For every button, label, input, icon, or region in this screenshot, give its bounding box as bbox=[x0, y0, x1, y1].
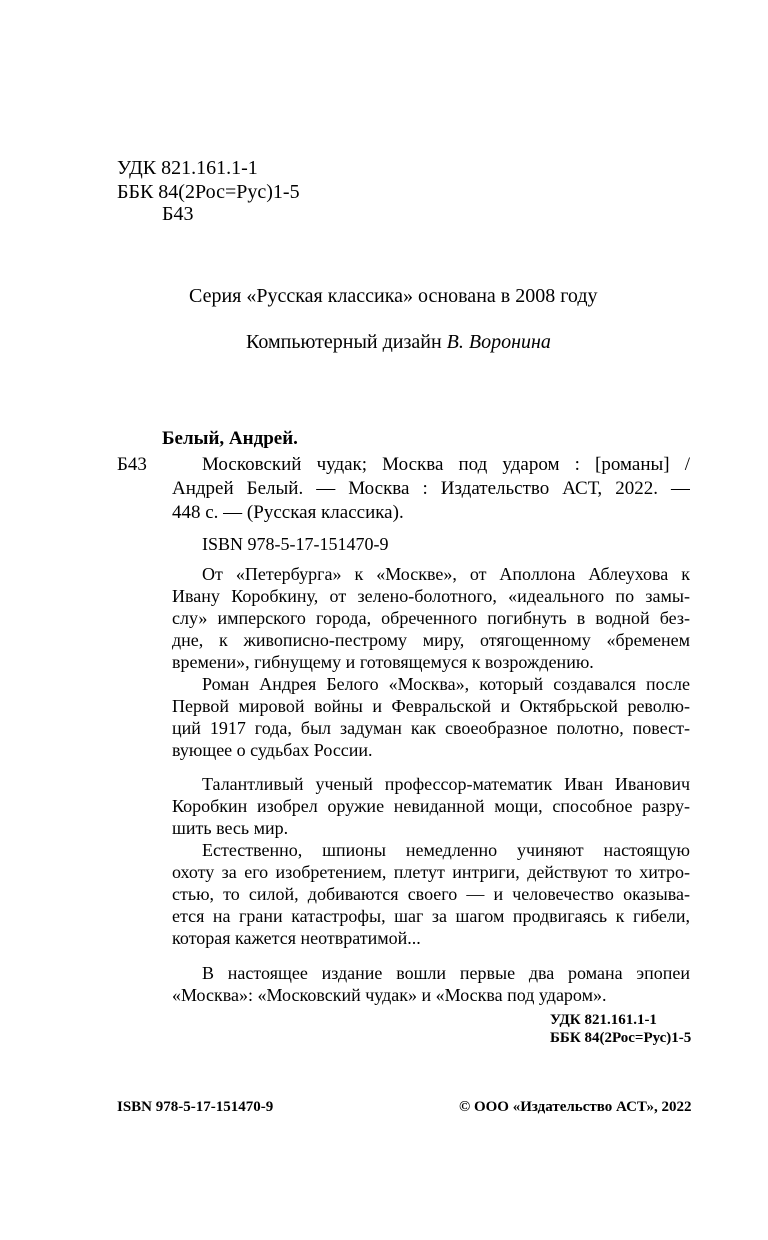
footer-isbn: ISBN 978-5-17-151470-9 bbox=[117, 1099, 274, 1115]
annotation-p4 bbox=[172, 839, 690, 949]
bottom-udk-code: УДК 821.161.1-1 bbox=[550, 1012, 657, 1028]
bib-mark: Б43 bbox=[117, 454, 147, 475]
annotation-line: От «Петербурга» к «Москве», от Аполлона Аблеухова к bbox=[202, 564, 690, 584]
annotation-line: «Москва»: «Московский чудак» и «Москва под ударом». bbox=[172, 985, 607, 1005]
annotation-line: шить весь мир. bbox=[172, 818, 289, 838]
design-credit bbox=[246, 330, 551, 354]
bottom-bbk-code: ББК 84(2Рос=Рус)1-5 bbox=[550, 1030, 692, 1046]
annotation-line: охоту за его изобретением, плетут интриги, действуют то хитро- bbox=[172, 862, 690, 882]
annotation-line: вующее о судьбах России. bbox=[172, 740, 373, 760]
udk-code: УДК 821.161.1-1 bbox=[117, 157, 258, 179]
annotation-line: ется на грани катастрофы, шаг за шагом продвигаясь к гибели, bbox=[172, 906, 690, 926]
annotation-line: времени», гибнущему и готовящемуся к возрождению. bbox=[172, 652, 594, 672]
bib-title-line: Андрей Белый. — Москва : Издательство АСТ, 2022. — bbox=[172, 478, 690, 499]
annotation-p5 bbox=[172, 962, 690, 1006]
bib-author: Белый, Андрей. bbox=[162, 428, 298, 449]
bib-title bbox=[172, 454, 690, 524]
series-line: Серия «Русская классика» основана в 2008 году bbox=[189, 285, 598, 307]
annotation-p3 bbox=[172, 773, 690, 839]
bbk-code: ББК 84(2Рос=Рус)1-5 bbox=[117, 181, 300, 203]
bib-isbn: ISBN 978-5-17-151470-9 bbox=[202, 534, 389, 554]
annotation-line: В настоящее издание вошли первые два романа эпопеи bbox=[202, 963, 690, 983]
annotation-line: дне, к живописно-пестрому миру, отягощенному «бременем bbox=[172, 630, 690, 650]
annotation-line: Ивану Коробкину, от зелено-болотного, «идеального по замы- bbox=[172, 586, 690, 606]
bib-title-line: Московский чудак; Москва под ударом : [романы] / bbox=[202, 454, 690, 475]
footer-copyright: © ООО «Издательство АСТ», 2022 bbox=[459, 1099, 692, 1115]
annotation-line: Коробкин изобрел оружие невиданной мощи, способное разру- bbox=[172, 796, 690, 816]
annotation-line: ций 1917 года, был задуман как своеобразное полотно, повест- bbox=[172, 718, 690, 738]
annotation-line: слу» имперского города, обреченного погибнуть в водной без- bbox=[172, 608, 690, 628]
design-name: В. Воронина bbox=[446, 331, 551, 353]
annotation-line: стью, то силой, добиваются своего — и человечество оказыва- bbox=[172, 884, 690, 904]
author-mark: Б43 bbox=[162, 203, 194, 225]
annotation-line: Первой мировой войны и Февральской и Октябрьской револю- bbox=[172, 696, 690, 716]
bib-title-line: 448 с. — (Русская классика). bbox=[172, 502, 404, 523]
annotation-p2 bbox=[172, 673, 690, 761]
annotation-line: Талантливый ученый профессор-математик Иван Иванович bbox=[202, 774, 690, 794]
design-label: Компьютерный дизайн bbox=[246, 331, 442, 353]
annotation-p1 bbox=[172, 563, 690, 673]
annotation-line: которая кажется неотвратимой... bbox=[172, 928, 421, 948]
annotation-line: Роман Андрея Белого «Москва», который создавался после bbox=[202, 674, 690, 694]
annotation-line: Естественно, шпионы немедленно учиняют настоящую bbox=[202, 840, 690, 860]
